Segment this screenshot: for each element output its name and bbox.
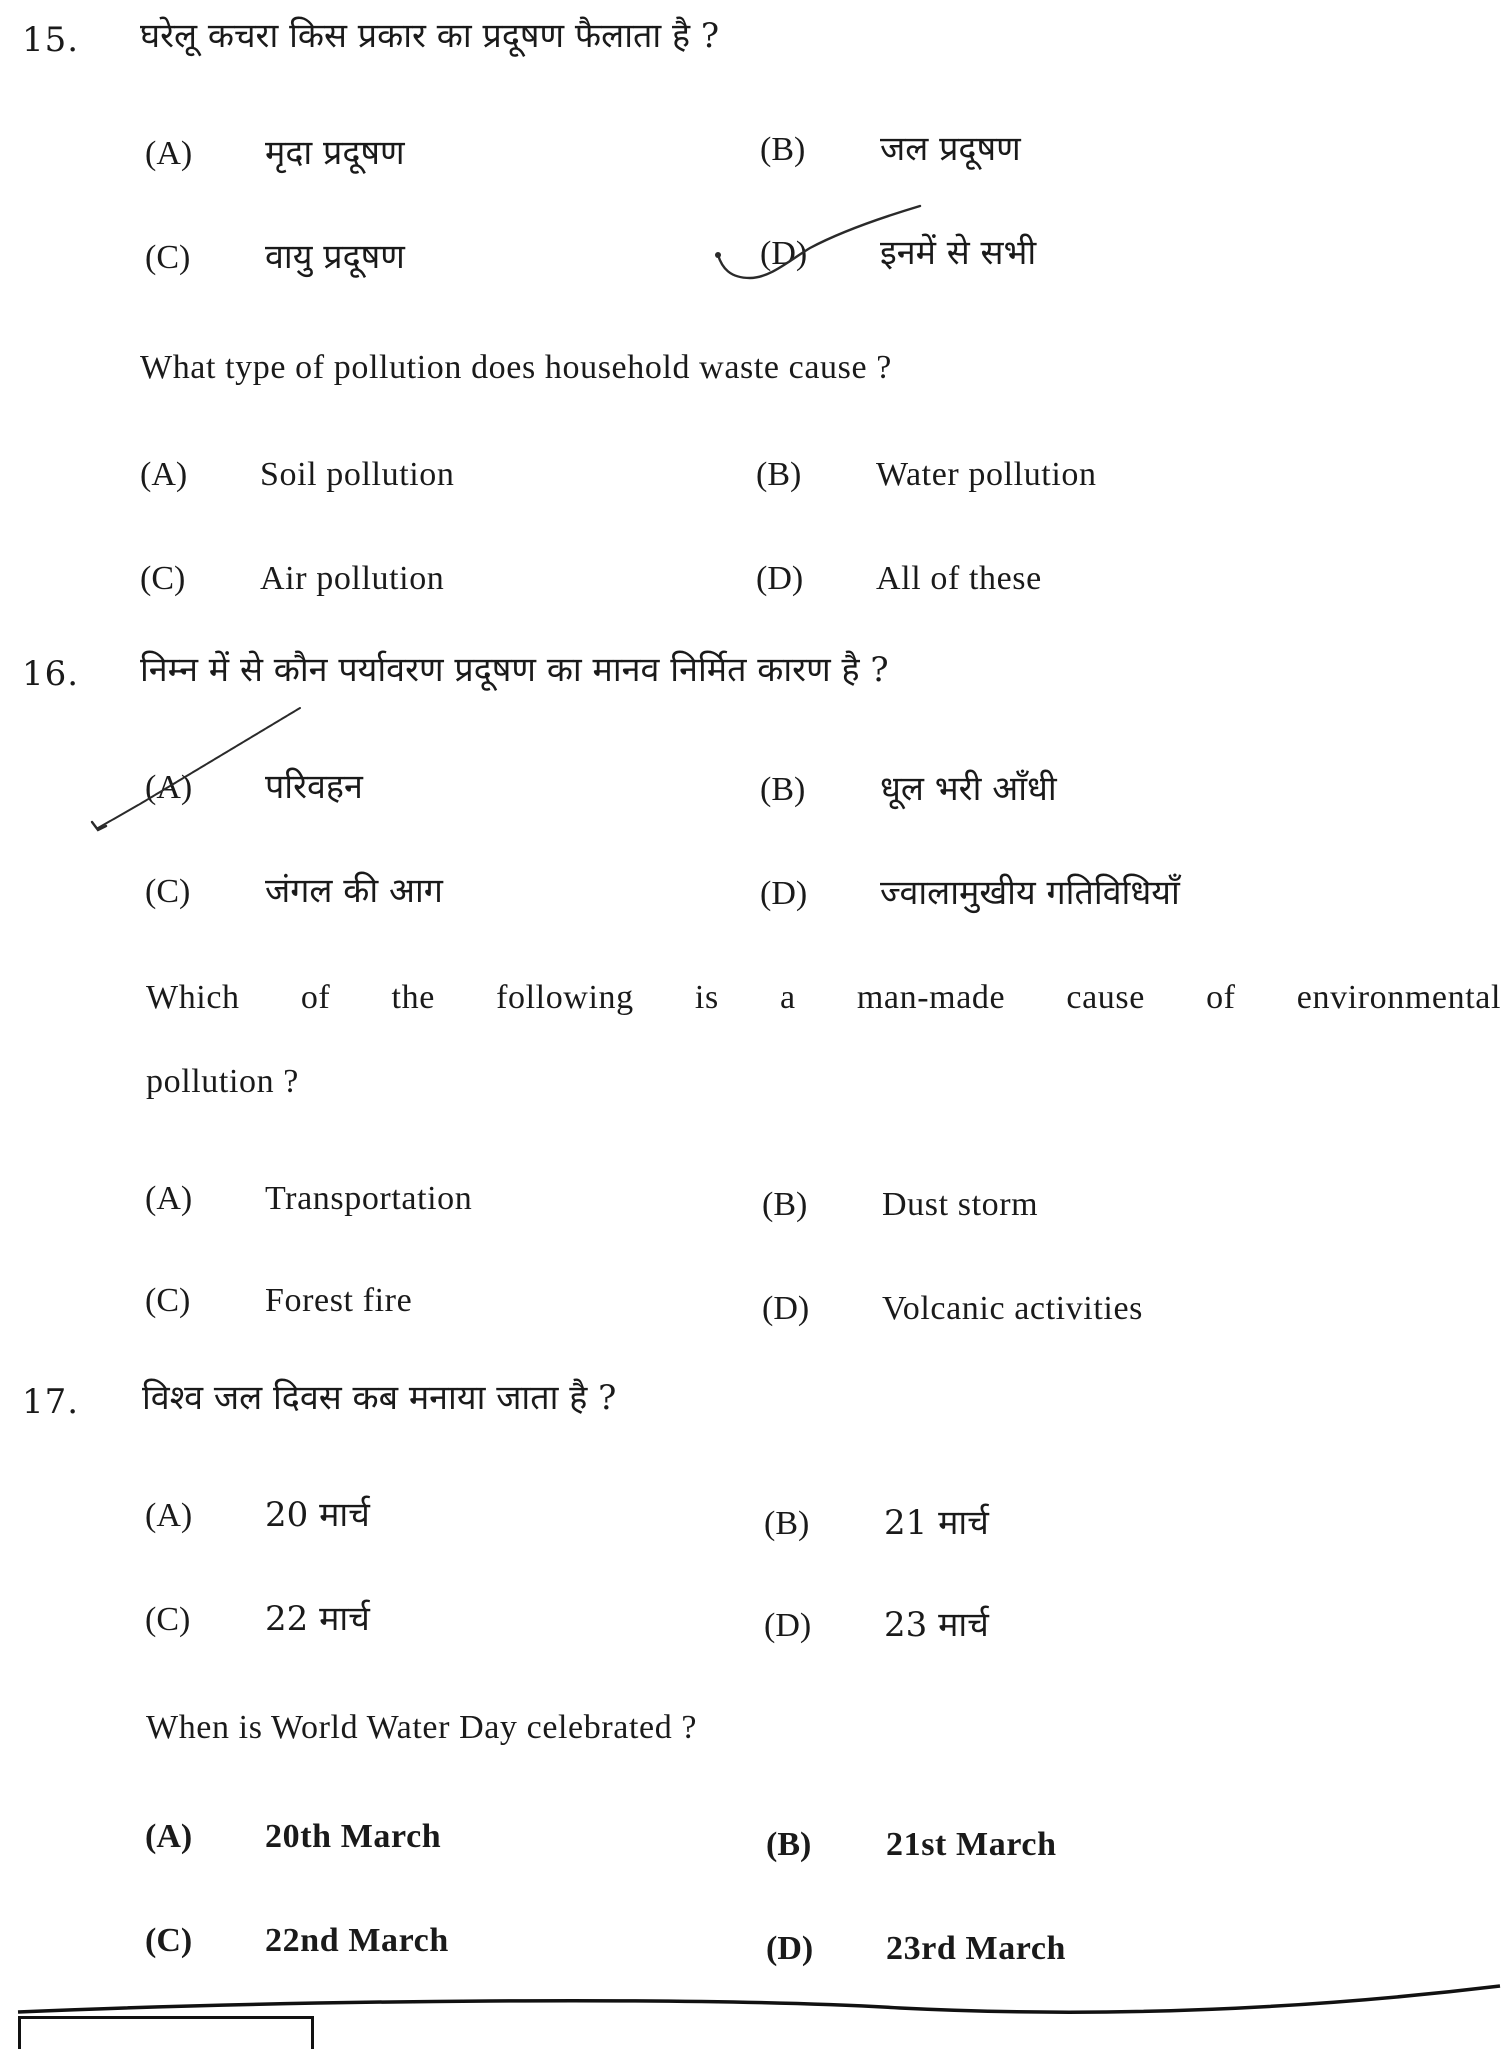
option-label: (C)	[145, 873, 191, 910]
option-text: मृदा प्रदूषण	[265, 133, 405, 173]
option-text: 23rd March	[886, 1930, 1067, 1967]
option-text: 21st March	[886, 1826, 1057, 1863]
option-label: (D)	[766, 1930, 814, 1967]
question-text-english: When is World Water Day celebrated ?	[146, 1709, 698, 1746]
option-label: (B)	[760, 771, 806, 808]
option-b-hindi	[764, 1498, 989, 1544]
option-d-english	[766, 1930, 1066, 1968]
option-text: All of these	[876, 560, 1042, 597]
question-number: 17.	[22, 1382, 80, 1422]
option-b-hindi	[760, 764, 1057, 810]
option-text: Air pollution	[260, 560, 445, 597]
option-text: Water pollution	[876, 456, 1097, 493]
question-number: 15.	[22, 20, 80, 60]
option-label: (D)	[756, 560, 804, 597]
option-text: 22 मार्च	[265, 1599, 370, 1639]
option-text: 23 मार्च	[884, 1605, 989, 1645]
option-text: परिवहन	[265, 767, 363, 807]
option-d-english	[762, 1290, 1143, 1328]
option-label: (D)	[762, 1290, 810, 1327]
option-c-english	[145, 1922, 449, 1960]
option-text: 20 मार्च	[265, 1495, 370, 1535]
option-label: (D)	[760, 235, 808, 272]
option-d-hindi	[760, 228, 1036, 274]
option-text: धूल भरी आँधी	[880, 769, 1057, 809]
option-label: (A)	[145, 1818, 193, 1855]
option-label: (B)	[760, 131, 806, 168]
option-label: (D)	[760, 875, 808, 912]
option-c-hindi	[145, 866, 443, 912]
option-text: जल प्रदूषण	[880, 129, 1021, 169]
option-b-hindi	[760, 124, 1021, 170]
question-number: 16.	[22, 654, 80, 694]
option-text: जंगल की आग	[265, 871, 443, 911]
option-label: (C)	[145, 1601, 191, 1638]
option-a-hindi	[145, 762, 363, 808]
option-label: (A)	[145, 135, 193, 172]
question-text-english-line-1: Which of the following is a man-made cause of environmental	[146, 979, 1501, 1016]
question-text-english-line-2: pollution ?	[146, 1063, 299, 1100]
option-text: इनमें से सभी	[880, 233, 1037, 273]
option-label: (A)	[145, 1180, 193, 1217]
option-c-english	[145, 1282, 412, 1320]
option-a-hindi	[145, 128, 405, 174]
option-label: (B)	[764, 1505, 810, 1542]
option-label: (B)	[766, 1826, 812, 1863]
option-label: (C)	[145, 239, 191, 276]
option-text: Forest fire	[265, 1282, 413, 1319]
option-c-hindi	[145, 232, 405, 278]
option-a-hindi	[145, 1490, 370, 1536]
option-c-english	[140, 560, 444, 598]
option-b-english	[756, 456, 1097, 494]
question-text-hindi: निम्न में से कौन पर्यावरण प्रदूषण का मानव निर्मित कारण है ?	[140, 650, 889, 690]
option-d-hindi	[760, 868, 1180, 914]
option-b-english	[762, 1186, 1038, 1224]
option-label: (A)	[140, 456, 188, 493]
option-label: (C)	[140, 560, 186, 597]
option-d-english	[756, 560, 1042, 598]
question-text-hindi: विश्व जल दिवस कब मनाया जाता है ?	[142, 1378, 617, 1418]
option-text: ज्वालामुखीय गतिविधियाँ	[880, 873, 1180, 913]
option-text: Dust storm	[882, 1186, 1039, 1223]
option-c-hindi	[145, 1594, 370, 1640]
option-text: 21 मार्च	[884, 1503, 989, 1543]
option-label: (C)	[145, 1282, 191, 1319]
option-label: (A)	[145, 769, 193, 806]
option-label: (D)	[764, 1607, 812, 1644]
option-a-english	[145, 1818, 441, 1856]
option-label: (A)	[145, 1497, 193, 1534]
option-text: Soil pollution	[260, 456, 455, 493]
option-a-english	[145, 1180, 472, 1218]
option-label: (B)	[762, 1186, 808, 1223]
option-a-english	[140, 456, 455, 494]
option-label: (C)	[145, 1922, 193, 1959]
option-text: 22nd March	[265, 1922, 449, 1959]
option-text: 20th March	[265, 1818, 442, 1855]
option-b-english	[766, 1826, 1057, 1864]
question-text-english: What type of pollution does household waste cause ?	[140, 349, 892, 386]
footer-label-box	[18, 2016, 314, 2049]
question-text-hindi: घरेलू कचरा किस प्रकार का प्रदूषण फैलाता है ?	[140, 16, 720, 56]
option-text: वायु प्रदूषण	[265, 237, 405, 277]
option-text: Transportation	[265, 1180, 473, 1217]
option-d-hindi	[764, 1600, 989, 1646]
option-text: Volcanic activities	[882, 1290, 1143, 1327]
option-label: (B)	[756, 456, 802, 493]
